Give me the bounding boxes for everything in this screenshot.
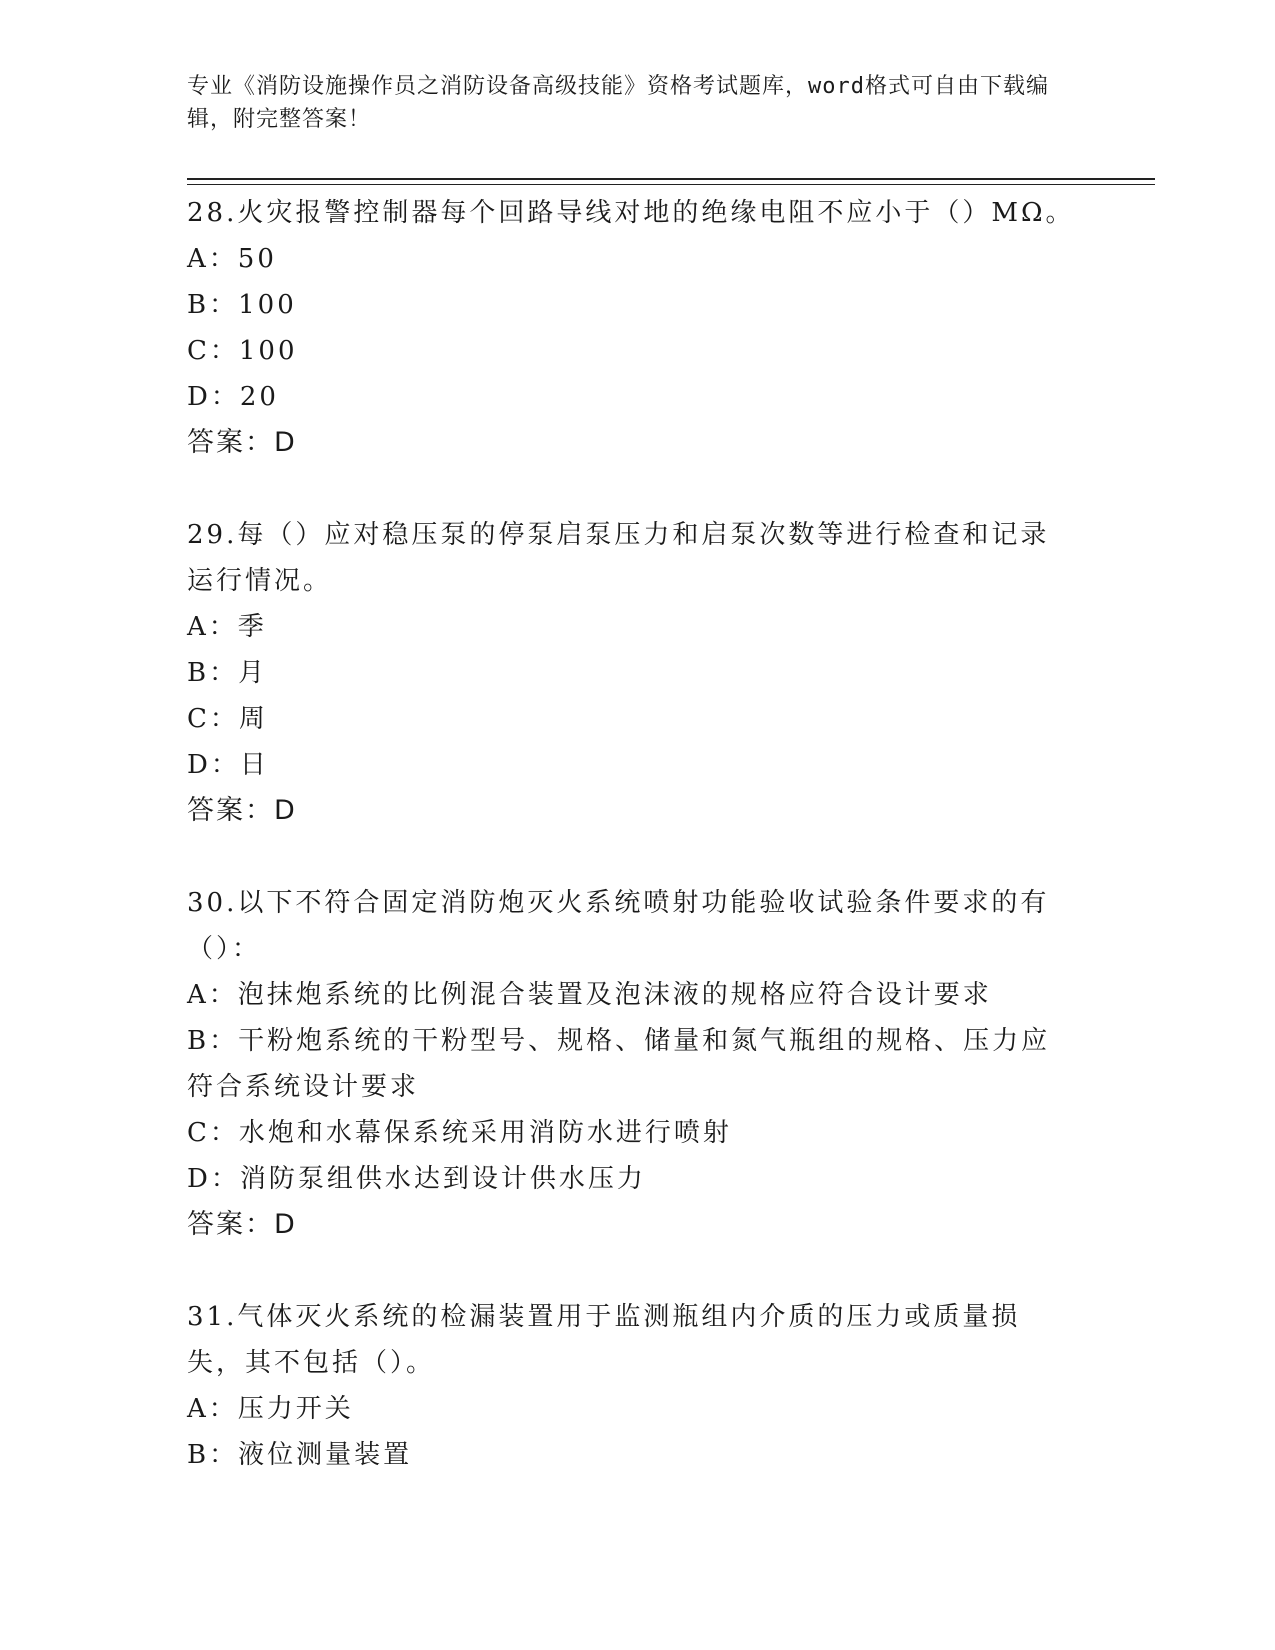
question-spacer [187, 466, 1077, 512]
option-b: B：液位测量装置 [187, 1440, 413, 1470]
option-c: C：100 [187, 336, 298, 366]
option-a: A：压力开关 [187, 1394, 354, 1424]
option-d: D：消防泵组供水达到设计供水压力 [187, 1164, 646, 1194]
question-30 [187, 880, 1077, 1248]
option-c: C：周 [187, 704, 268, 734]
option-a: A：泡抹炮系统的比例混合装置及泡沫液的规格应符合设计要求 [187, 980, 992, 1010]
option-b: B：干粉炮系统的干粉型号、规格、储量和氮气瓶组的规格、压力应符合系统设计要求 [187, 1026, 1051, 1102]
option-c: C：水炮和水幕保系统采用消防水进行喷射 [187, 1118, 732, 1148]
option-a: A：50 [187, 244, 277, 274]
option-a: A：季 [187, 612, 267, 642]
question-text: 30.以下不符合固定消防炮灭火系统喷射功能验收试验条件要求的有（）： [187, 888, 1050, 964]
question-text: 31.气体灭火系统的检漏装置用于监测瓶组内介质的压力或质量损失，其不包括（）。 [187, 1302, 1021, 1378]
option-d: D：日 [187, 750, 269, 780]
question-spacer [187, 834, 1077, 880]
option-b: B：月 [187, 658, 268, 688]
question-29 [187, 512, 1077, 834]
question-text: 28.火灾报警控制器每个回路导线对地的绝缘电阻不应小于（）MΩ。 [187, 198, 1075, 228]
option-d: D：20 [187, 382, 279, 412]
question-31 [187, 1294, 1077, 1478]
document-header: 专业《消防设施操作员之消防设备高级技能》资格考试题库，word格式可自由下载编辑，附完整答案！ [187, 74, 1049, 132]
answer-label: 答案：D [187, 427, 297, 458]
answer-label: 答案：D [187, 795, 297, 826]
header-divider-thin [187, 184, 1155, 185]
header-divider-thick [187, 178, 1155, 180]
question-spacer [187, 1248, 1077, 1294]
question-text: 29.每（）应对稳压泵的停泵启泵压力和启泵次数等进行检查和记录运行情况。 [187, 520, 1050, 596]
question-28 [187, 190, 1077, 466]
option-b: B：100 [187, 290, 297, 320]
answer-label: 答案：D [187, 1209, 297, 1240]
question-list [187, 190, 1077, 1478]
